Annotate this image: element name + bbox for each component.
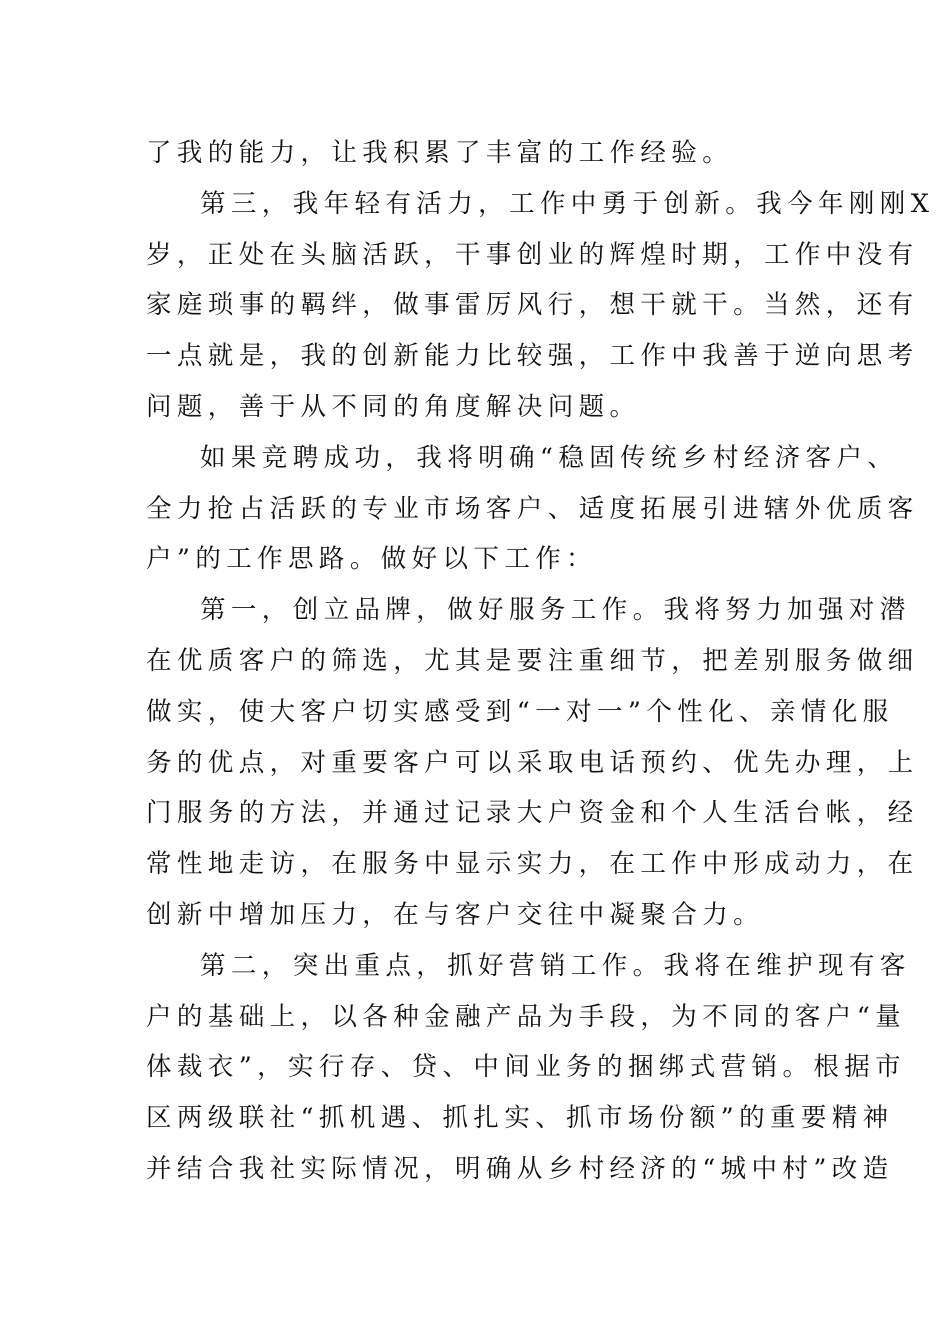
paragraph-line: 区两级联社“抓机遇、抓扎实、抓市场份额”的重要精神	[146, 1103, 894, 1134]
paragraph-line: 户”的工作思路。做好以下工作：	[146, 544, 598, 575]
paragraph-line: 创新中增加压力，在与客户交往中凝聚合力。	[146, 899, 765, 930]
paragraph-4	[146, 585, 919, 941]
paragraph-line: 一点就是，我的创新能力比较强，工作中我善于逆向思考	[146, 341, 919, 372]
paragraph-line: 第三，我年轻有活力，工作中勇于创新。我今年刚刚X	[200, 188, 935, 219]
paragraph-line: 全力抢占活跃的专业市场客户、适度拓展引进辖外优质客	[146, 493, 919, 524]
paragraph-line: 如果竞聘成功，我将明确“稳固传统乡村经济客户、	[200, 442, 899, 473]
paragraph-line: 户的基础上，以各种金融产品为手段，为不同的客户“量	[146, 1001, 907, 1032]
paragraph-2	[146, 179, 935, 433]
paragraph-line: 门服务的方法，并通过记录大户资金和个人生活台帐，经	[146, 798, 919, 829]
paragraph-line: 家庭琐事的羁绊，做事雷厉风行，想干就干。当然，还有	[146, 290, 919, 321]
paragraph-line: 常性地走访，在服务中显示实力，在工作中形成动力，在	[146, 849, 919, 880]
paragraph-line: 在优质客户的筛选，尤其是要注重细节，把差别服务做细	[146, 645, 919, 676]
paragraph-1	[146, 128, 810, 179]
paragraph-5	[146, 941, 911, 1195]
paragraph-line: 岁，正处在头脑活跃，干事创业的辉煌时期，工作中没有	[146, 239, 919, 270]
paragraph-line: 务的优点，对重要客户可以采取电话预约、优先办理，上	[146, 747, 919, 778]
paragraph-line: 问题，善于从不同的角度解决问题。	[146, 391, 641, 422]
document-body	[146, 128, 935, 1195]
paragraph-line: 第二，突出重点，抓好营销工作。我将在维护现有客	[200, 950, 911, 981]
paragraph-line: 第一，创立品牌，做好服务工作。我将努力加强对潜	[200, 595, 911, 626]
paragraph-line: 了我的能力，让我积累了丰富的工作经验。	[146, 138, 734, 168]
paragraph-3	[146, 433, 919, 585]
paragraph-line: 做实，使大客户切实感受到“一对一”个性化、亲情化服	[146, 696, 894, 727]
paragraph-line: 并结合我社实际情况，明确从乡村经济的“城中村”改造	[146, 1153, 894, 1184]
paragraph-line: 体裁衣”，实行存、贷、中间业务的捆绑式营销。根据市	[146, 1052, 907, 1083]
